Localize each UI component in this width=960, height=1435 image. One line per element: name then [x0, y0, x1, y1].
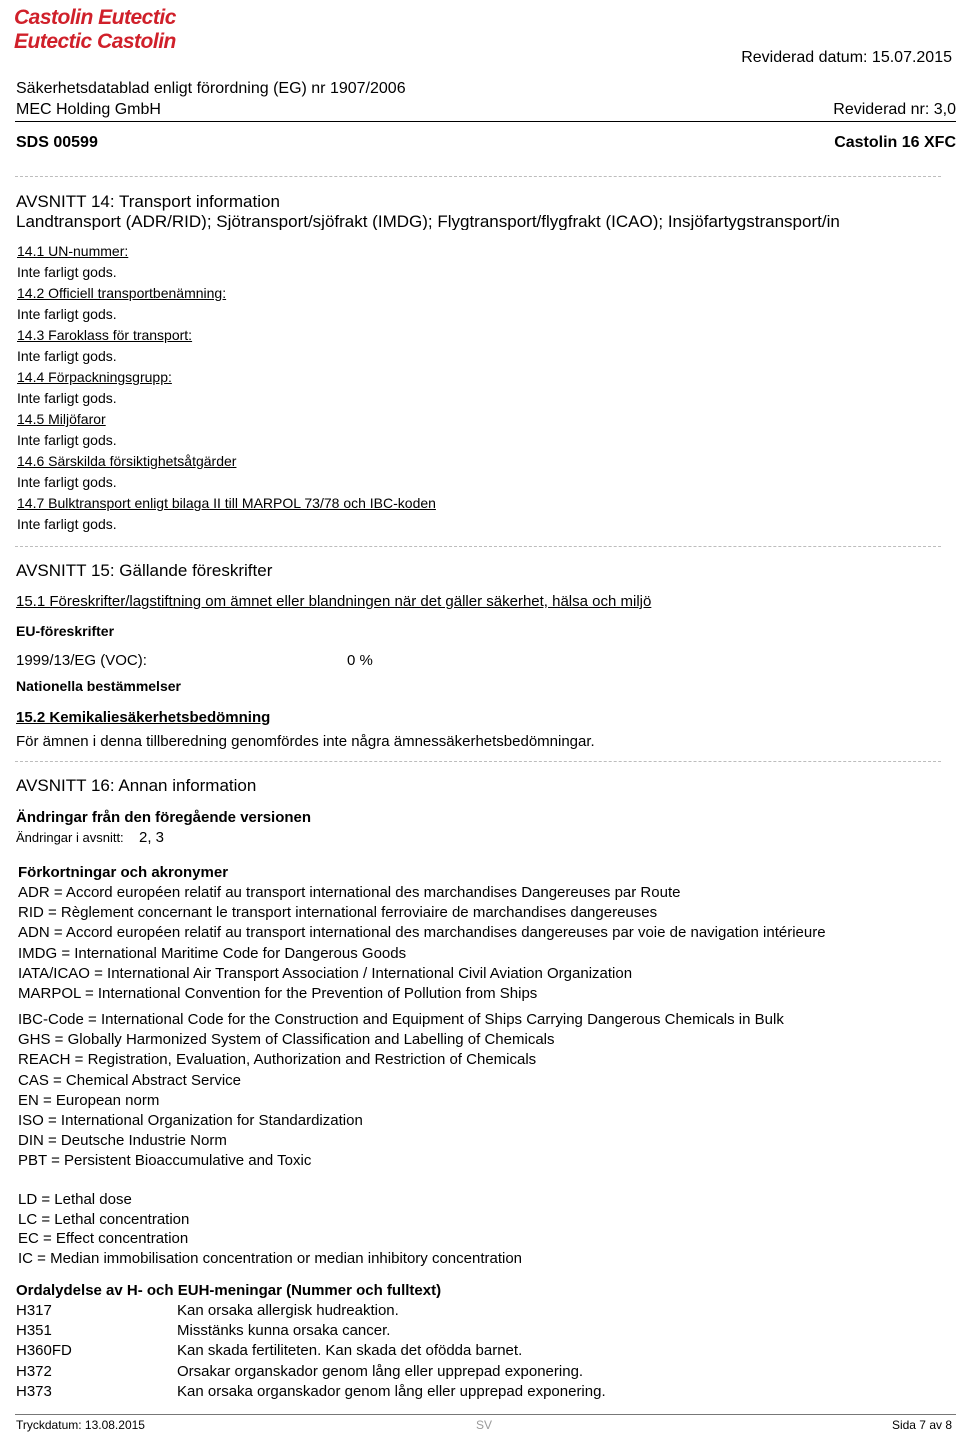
- h-statement-text: Kan orsaka organskador genom lång eller upprepad exponering.: [177, 1382, 606, 1400]
- section14-item-heading: 14.7 Bulktransport enligt bilaga II till MARPOL 73/78 och IBC-koden: [17, 495, 436, 511]
- abbreviation-item: LC = Lethal concentration: [18, 1210, 190, 1228]
- voc-value: 0 %: [347, 652, 373, 669]
- section14-item-heading: 14.3 Faroklass för transport:: [17, 327, 193, 343]
- abbreviation-item: IBC-Code = International Code for the Construction and Equipment of Ships Carrying Dangerous Chemicals in Bulk: [18, 1011, 784, 1028]
- h-statement-code: H317: [16, 1302, 52, 1319]
- section14-item-heading: 14.4 Förpackningsgrupp:: [17, 369, 172, 385]
- section14-item-heading: 14.6 Särskilda försiktighetsåtgärder: [17, 453, 237, 469]
- page-number: Sida 7 av 8: [891, 1418, 952, 1432]
- section14-item-value: Inte farligt gods.: [17, 264, 117, 280]
- section14-item-value: Inte farligt gods.: [17, 348, 117, 364]
- section14-item-heading: 14.2 Officiell transportbenämning:: [17, 285, 227, 301]
- section15-2-text: För ämnen i denna tillberedning genomfördes inte några ämnessäkerhetsbedömningar.: [16, 733, 595, 750]
- section14-item-value: Inte farligt gods.: [17, 474, 117, 490]
- logo-line-1: Castolin Eutectic: [14, 6, 176, 29]
- regulation-reference: Säkerhetsdatablad enligt förordning (EG) nr 1907/2006: [16, 80, 406, 97]
- section14-item-value: Inte farligt gods.: [17, 390, 117, 406]
- section15-2-heading: 15.2 Kemikaliesäkerhetsbedömning: [16, 709, 271, 726]
- h-statement-code: H360FD: [16, 1342, 72, 1360]
- divider: [15, 761, 941, 762]
- national-regulations-label: Nationella bestämmelser: [16, 678, 181, 694]
- abbreviation-item: MARPOL = International Convention for the Prevention of Pollution from Ships: [18, 985, 538, 1002]
- footer-rule: [15, 1414, 956, 1415]
- h-statement-code: H351: [16, 1322, 52, 1340]
- section14-title: AVSNITT 14: Transport information: [16, 192, 280, 211]
- language-code: SV: [476, 1418, 493, 1432]
- h-statements-heading: Ordalydelse av H- och EUH-meningar (Nummer och fulltext): [16, 1282, 442, 1299]
- abbreviation-item: GHS = Globally Harmonized System of Classification and Labelling of Chemicals: [18, 1031, 555, 1049]
- section14-item-value: Inte farligt gods.: [17, 432, 117, 448]
- abbreviation-item: LD = Lethal dose: [18, 1191, 132, 1208]
- abbreviation-item: IATA/ICAO = International Air Transport Association / International Civil Aviation Organization: [18, 964, 633, 982]
- changes-label: Ändringar i avsnitt:: [16, 830, 124, 845]
- abbreviation-item: IMDG = International Maritime Code for Dangerous Goods: [18, 944, 407, 962]
- revised-date: Reviderad datum: 15.07.2015: [741, 49, 952, 66]
- h-statement-code: H372: [16, 1362, 52, 1380]
- abbreviation-item: REACH = Registration, Evaluation, Authorization and Restriction of Chemicals: [18, 1051, 537, 1069]
- abbreviations-heading: Förkortningar och akronymer: [18, 864, 229, 881]
- revision-number: Reviderad nr: 3,0: [833, 101, 956, 118]
- eu-regulations-label: EU-föreskrifter: [16, 623, 115, 639]
- h-statement-code: H373: [16, 1382, 52, 1400]
- section14-item-heading: 14.5 Miljöfaror: [17, 411, 106, 427]
- sds-number: SDS 00599: [16, 134, 98, 151]
- section14-item-value: Inte farligt gods.: [17, 306, 117, 322]
- logo-line-2: Eutectic Castolin: [14, 30, 176, 53]
- divider: [15, 546, 941, 547]
- section14-item-value: Inte farligt gods.: [17, 516, 117, 532]
- abbreviation-item: PBT = Persistent Bioaccumulative and Toxic: [18, 1152, 312, 1170]
- abbreviation-item: CAS = Chemical Abstract Service: [18, 1071, 242, 1089]
- voc-label: 1999/13/EG (VOC):: [16, 652, 147, 669]
- abbreviation-item: ADR = Accord européen relatif au transport international des marchandises Dangereuses par Route: [18, 884, 681, 901]
- h-statement-text: Orsakar organskador genom lång eller upprepad exponering.: [177, 1362, 584, 1380]
- product-name: Castolin 16 XFC: [834, 134, 956, 151]
- abbreviation-item: IC = Median immobilisation concentration or median inhibitory concentration: [18, 1249, 523, 1267]
- h-statement-text: Kan skada fertiliteten. Kan skada det ofödda barnet.: [177, 1342, 523, 1360]
- divider: [15, 176, 941, 177]
- abbreviation-item: EC = Effect concentration: [18, 1230, 189, 1248]
- section15-1-heading: 15.1 Föreskrifter/lagstiftning om ämnet eller blandningen när det gäller säkerhet, hälsa och miljö: [16, 593, 652, 610]
- abbreviation-item: ISO = International Organization for Standardization: [18, 1112, 363, 1129]
- abbreviation-item: DIN = Deutsche Industrie Norm: [18, 1132, 227, 1150]
- section14-item-heading: 14.1 UN-nummer:: [17, 243, 129, 259]
- company-name: MEC Holding GmbH: [16, 101, 161, 118]
- section14-subtitle: Landtransport (ADR/RID); Sjötransport/sjöfrakt (IMDG); Flygtransport/flygfrakt (ICAO); Insjöfartygstransport/in: [16, 212, 840, 230]
- changes-value: 2, 3: [139, 829, 165, 846]
- print-date: Tryckdatum: 13.08.2015: [16, 1418, 145, 1432]
- header-rule: [15, 121, 956, 122]
- section15-title: AVSNITT 15: Gällande föreskrifter: [16, 561, 273, 580]
- section16-title: AVSNITT 16: Annan information: [16, 776, 257, 795]
- h-statement-text: Misstänks kunna orsaka cancer.: [177, 1322, 391, 1340]
- abbreviation-item: EN = European norm: [18, 1091, 160, 1109]
- h-statement-text: Kan orsaka allergisk hudreaktion.: [177, 1302, 399, 1319]
- abbreviation-item: ADN = Accord européen relatif au transport international des marchandises dangereuses par voie de navigation intérieure: [18, 924, 826, 942]
- company-logo: [14, 4, 206, 58]
- changes-heading: Ändringar från den föregående versionen: [16, 809, 312, 826]
- abbreviation-item: RID = Règlement concernant le transport international ferroviaire de marchandises dangereuses: [18, 904, 658, 922]
